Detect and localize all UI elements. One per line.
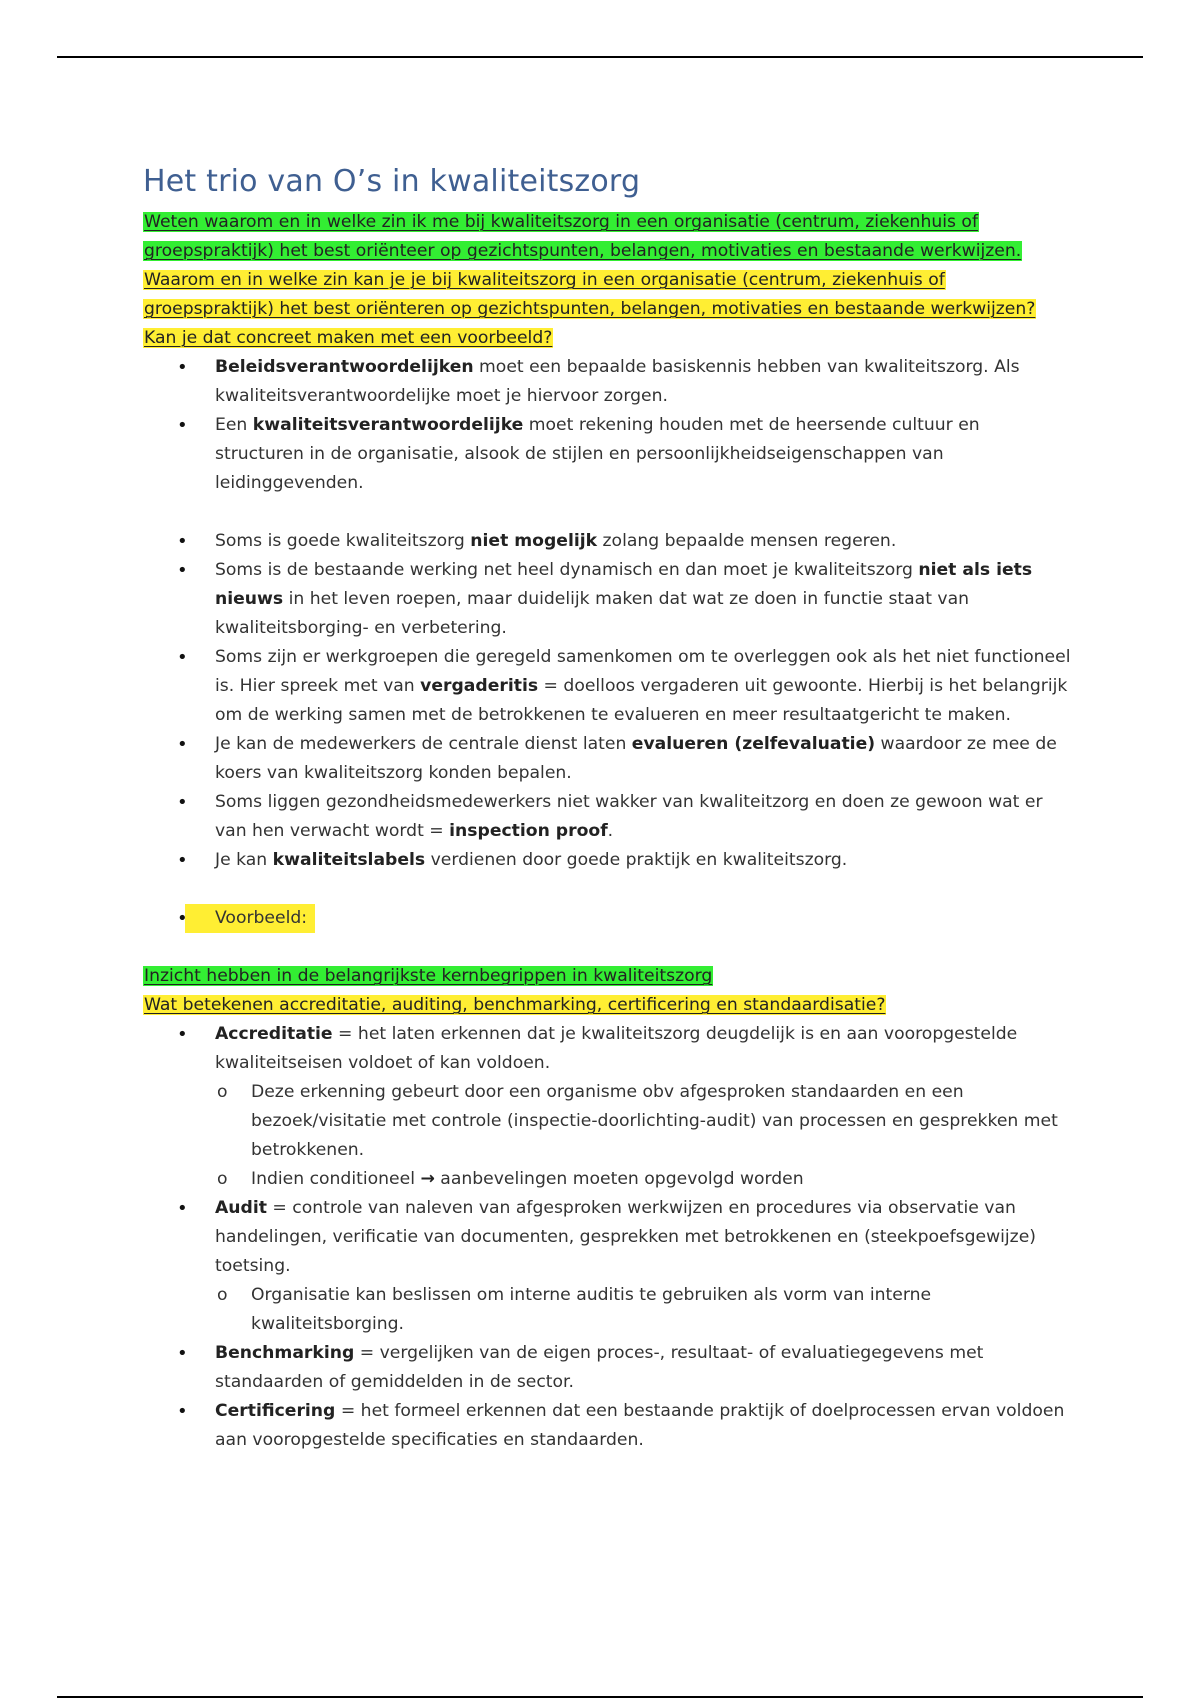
example-list [143,904,1073,933]
learning-objective-1: Weten waarom en in welke zin ik me bij kwaliteitszorg in een organisatie (centrum, ziekenhuis of groepspraktijk) het best oriënteer op gezichtspunten, belangen, motivaties en bestaande werkwijzen. [144,212,1022,261]
sub-list [215,1078,1073,1194]
list-item: • Soms zijn er werkgroepen die geregeld samenkomen om te overleggen ook als het niet functioneel is. Hier spreek met van vergaderitis = doelloos vergaderen uit gewoonte. Hierbij is het belangrijk om de werking samen met de betrokkenen te evalueren en meer resultaatgericht te maken. [143,643,1073,730]
list-item-accreditatie: • Accreditatie = het laten erkennen dat je kwaliteitszorg deugdelijk is en aan vooropgestelde kwaliteitseisen voldoet of kan voldoen. o Deze erkenning gebeurt door een organisme obv afgesproken standaarden en een bezoek/visitatie met controle (inspectie-doorlichting-audit) van processen en gesprekken met betrokkenen. o Indien conditioneel → aanbevelingen moeten opgevolgd worden [143,1020,1073,1194]
page-title: Het trio van O’s in kwaliteitszorg [143,164,641,199]
arrow-right-icon: → [420,1169,435,1189]
list-item: • Soms liggen gezondheidsmedewerkers niet wakker van kwaliteitzorg en doen ze gewoon wat er van hen verwacht wordt = inspection proof. [143,788,1073,846]
list-item: • Je kan de medewerkers de centrale dienst laten evalueren (zelfevaluatie) waardoor ze mee de koers van kwaliteitszorg konden bepalen. [143,730,1073,788]
list-item-certificering: • Certificering = het formeel erkennen dat een bestaande praktijk of doelprocessen ervan voldoen aan vooropgestelde specificaties en standaarden. [143,1397,1073,1455]
document-body [143,162,1073,1455]
spacer [143,933,1073,962]
bullet-list-2 [143,527,1073,875]
list-item: • Beleidsverantwoordelijken moet een bepaalde basiskennis hebben van kwaliteitszorg. Als kwaliteitsverantwoordelijke moet je hiervoor zorgen. [143,353,1073,411]
list-item: • Je kan kwaliteitslabels verdienen door goede praktijk en kwaliteitszorg. [143,846,1073,875]
list-item: • Soms is de bestaande werking net heel dynamisch en dan moet je kwaliteitszorg niet als iets nieuws in het leven roepen, maar duidelijk maken dat wat ze doen in functie staat van kwaliteitsborging- en verbetering. [143,556,1073,643]
sub-list [215,1281,1073,1339]
sub-list-item: o Organisatie kan beslissen om interne auditis te gebruiken als vorm van interne kwaliteitsborging. [215,1281,1073,1339]
spacer [143,498,1073,527]
study-question-1: Waarom en in welke zin kan je je bij kwaliteitszorg in een organisatie (centrum, ziekenhuis of groepspraktijk) het best oriënteren op gezichtspunten, belangen, motivaties en bestaande werkwijzen? Kan je dat concreet maken met een voorbeeld? [144,270,1036,348]
study-question-2: Wat betekenen accreditatie, auditing, benchmarking, certificering en standaardisatie? [144,995,886,1015]
example-label: Voorbeeld [215,908,302,928]
list-item: • Een kwaliteitsverantwoordelijke moet rekening houden met de heersende cultuur en structuren in de organisatie, alsook de stijlen en persoonlijkheidseigenschappen van leidinggevenden. [143,411,1073,498]
sub-list-item: o Indien conditioneel → aanbevelingen moeten opgevolgd worden [215,1165,1073,1194]
bullet-list-1 [143,353,1073,498]
spacer [143,875,1073,904]
list-item-benchmarking: • Benchmarking = vergelijken van de eigen proces-, resultaat- of evaluatiegegevens met standaarden of gemiddelden in de sector. [143,1339,1073,1397]
top-rule [57,56,1143,58]
list-item: • Soms is goede kwaliteitszorg niet mogelijk zolang bepaalde mensen regeren. [143,527,1073,556]
bottom-rule [57,1696,1143,1698]
example-item: • Voorbeeld: [143,904,1073,933]
learning-objective-2: Inzicht hebben in de belangrijkste kernbegrippen in kwaliteitszorg [144,966,713,986]
list-item-audit: • Audit = controle van naleven van afgesproken werkwijzen en procedures via observatie van handelingen, verificatie van documenten, gesprekken met betrokkenen en (steekpoefsgewijze) toetsing. o Organisatie kan beslissen om interne auditis te gebruiken als vorm van interne kwaliteitsborging. [143,1194,1073,1339]
bullet-list-3 [143,1020,1073,1455]
sub-list-item: o Deze erkenning gebeurt door een organisme obv afgesproken standaarden en een bezoek/visitatie met controle (inspectie-doorlichting-audit) van processen en gesprekken met betrokkenen. [215,1078,1073,1165]
